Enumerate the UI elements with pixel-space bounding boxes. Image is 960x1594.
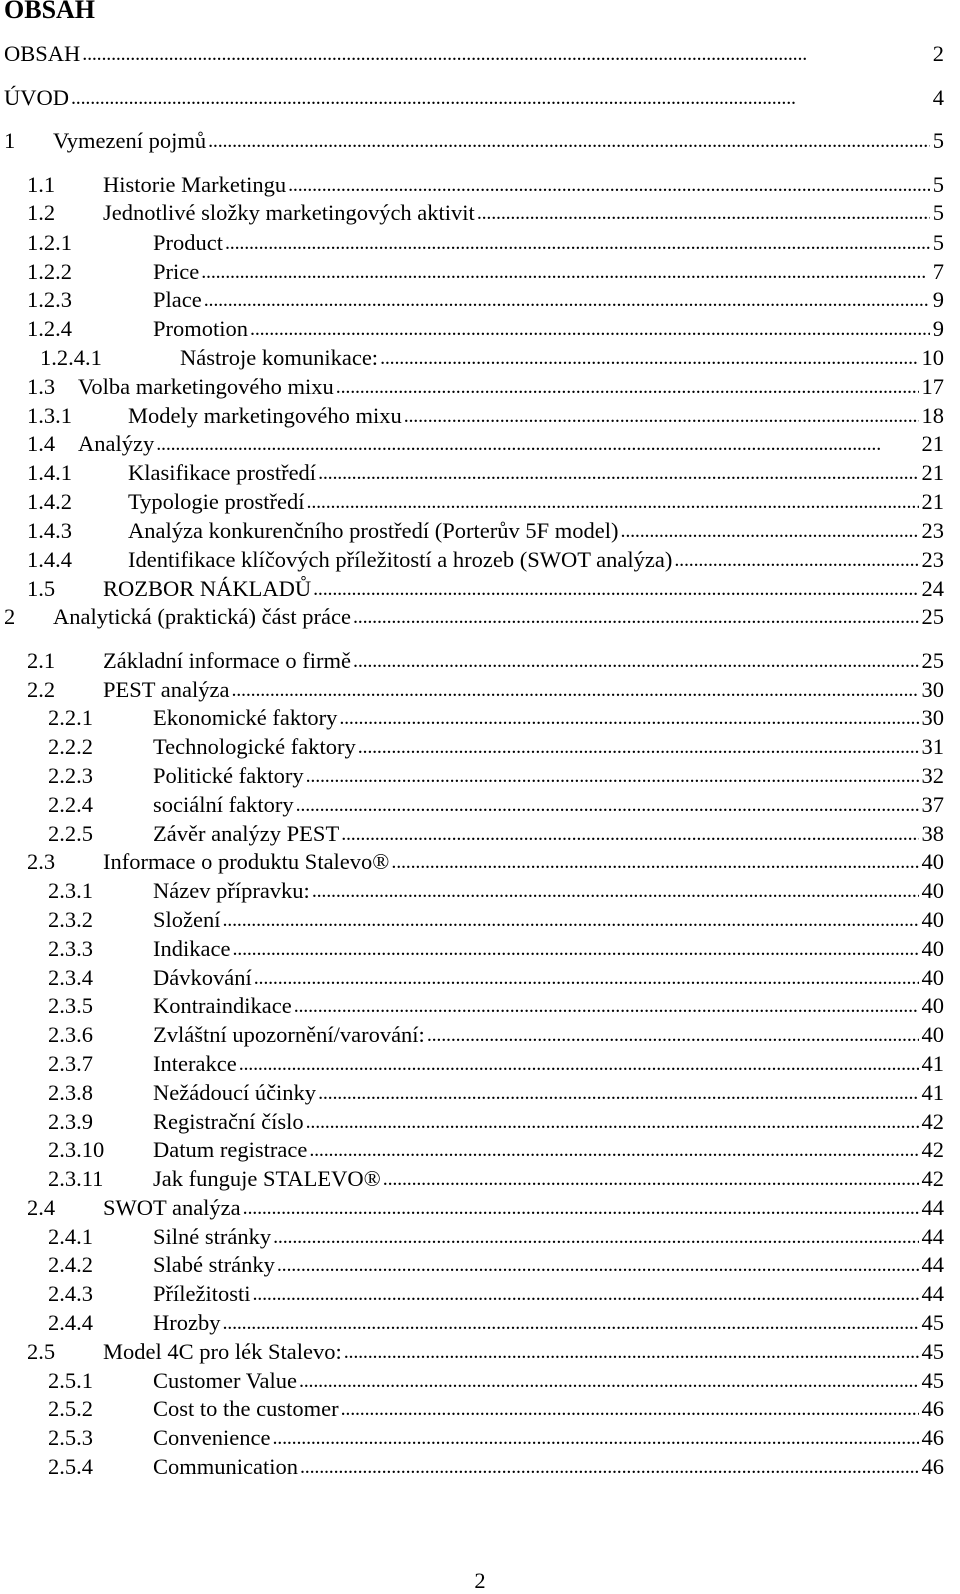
toc-entry-title: Cost to the customer [153, 1396, 339, 1421]
toc-entry-number: 2.4.3 [48, 1281, 93, 1306]
toc-entry-number: 2.3.6 [48, 1022, 93, 1047]
dot-leader [383, 1165, 919, 1193]
toc-entry-page: 10 [921, 345, 944, 370]
dot-leader [344, 1338, 919, 1366]
dot-leader [201, 258, 930, 286]
toc-entry-title: Příležitosti [153, 1281, 251, 1306]
dot-leader [208, 127, 930, 155]
dot-leader [250, 315, 930, 343]
toc-entry-page: 44 [921, 1252, 944, 1277]
toc-entry[interactable] [0, 906, 960, 934]
toc-entry[interactable] [0, 704, 960, 732]
dot-leader [299, 1367, 919, 1395]
toc-entry[interactable] [0, 459, 960, 487]
dot-leader [341, 820, 918, 848]
toc-entry-title: Model 4C pro lék Stalevo: [103, 1339, 342, 1364]
dot-leader [312, 877, 919, 905]
toc-entry-title: PEST analýza [103, 677, 230, 702]
toc-entry[interactable] [0, 199, 960, 227]
toc-entry-title: Modely marketingového mixu [128, 403, 402, 428]
toc-entry[interactable] [0, 373, 960, 401]
dot-leader [391, 848, 918, 876]
toc-entry-number: 1 [4, 128, 16, 153]
toc-entry-title: Informace o produktu Stalevo® [103, 849, 390, 874]
toc-entry[interactable] [0, 964, 960, 992]
toc-entry-title: Ekonomické faktory [153, 705, 338, 730]
toc-entry-title: Analytická (praktická) část práce [53, 604, 351, 629]
toc-entry[interactable] [0, 1367, 960, 1395]
toc-entry-number: 2.3.10 [48, 1137, 105, 1162]
dot-leader [82, 40, 929, 68]
toc-entry-number: 2.5.2 [48, 1396, 93, 1421]
toc-entry-page: 44 [921, 1281, 944, 1306]
dot-leader [225, 229, 930, 257]
dot-leader [272, 1424, 918, 1452]
toc-entry-number: 2.4 [27, 1195, 56, 1220]
toc-entry-page: 21 [921, 489, 944, 514]
toc-entry-page: 42 [921, 1109, 944, 1134]
dot-leader [277, 1251, 919, 1279]
toc-entry-title: Convenience [153, 1425, 271, 1450]
toc-entry-page: 23 [921, 518, 944, 543]
toc-entry-number: 1.1 [27, 172, 56, 197]
toc-entry[interactable] [0, 676, 960, 704]
dot-leader [353, 603, 919, 631]
toc-entry-number: 2.5.3 [48, 1425, 93, 1450]
toc-entry-page: 42 [921, 1166, 944, 1191]
toc-entry-page: 40 [921, 965, 944, 990]
toc-entry-title: Registrační číslo [153, 1109, 304, 1134]
toc-entry-page: 21 [921, 431, 944, 456]
dot-leader [336, 373, 919, 401]
toc-entry-number: 2.5.1 [48, 1368, 93, 1393]
toc-entry-title: ROZBOR NÁKLADŮ [103, 576, 312, 601]
toc-entry[interactable] [0, 546, 960, 574]
toc-entry-number: 1.2.4 [27, 316, 72, 341]
toc-entry-page: 46 [921, 1425, 944, 1450]
toc-entry-page: 40 [921, 878, 944, 903]
dot-leader [427, 1021, 919, 1049]
dot-leader [306, 1108, 919, 1136]
dot-leader [222, 1309, 918, 1337]
toc-entry-page: 5 [932, 128, 944, 153]
toc-entry-number: 2.2.2 [48, 734, 93, 759]
toc-entry[interactable] [0, 848, 960, 876]
dot-leader [156, 430, 918, 458]
toc-entry-page: 25 [921, 604, 944, 629]
toc-entry-number: 2.2 [27, 677, 56, 702]
toc-entry-number: 1.4.3 [27, 518, 72, 543]
toc-entry-page: 46 [921, 1396, 944, 1421]
toc-entry-page: 30 [921, 677, 944, 702]
toc-entry[interactable] [0, 1280, 960, 1308]
dot-leader [674, 546, 918, 574]
toc-entry-number: 1.2.1 [27, 230, 72, 255]
dot-leader [309, 1136, 918, 1164]
toc-entry[interactable] [0, 1424, 960, 1452]
dot-leader [621, 517, 919, 545]
page-number: 2 [474, 1568, 486, 1593]
toc-entry-page: 42 [921, 1137, 944, 1162]
toc-entry[interactable] [0, 647, 960, 675]
toc-entry-page: 31 [921, 734, 944, 759]
toc-entry[interactable] [0, 1309, 960, 1337]
toc-entry[interactable] [0, 1108, 960, 1136]
toc-entry-title: Communication [153, 1454, 298, 1479]
toc-entry-title: Dávkování [153, 965, 252, 990]
toc-entry-page: 25 [921, 648, 944, 673]
toc-entry-title: Politické faktory [153, 763, 304, 788]
dot-leader [71, 84, 930, 112]
toc-entry[interactable] [0, 402, 960, 430]
toc-entry-number: 2.3.1 [48, 878, 93, 903]
toc-entry-title: Technologické faktory [153, 734, 356, 759]
dot-leader [232, 935, 918, 963]
toc-entry-number: 2.3.11 [48, 1166, 104, 1191]
toc-entry[interactable] [0, 1395, 960, 1423]
toc-entry-title: Analýza konkurenčního prostředí (Porterův 5F model) [128, 518, 619, 543]
dot-leader [353, 647, 918, 675]
toc-entry-page: 45 [921, 1368, 944, 1393]
dot-leader [404, 402, 919, 430]
toc-entry-title: Place [153, 287, 202, 312]
toc-entry-page: 40 [921, 849, 944, 874]
toc-entry-page: 37 [921, 792, 944, 817]
toc-entry-page: 44 [921, 1195, 944, 1220]
toc-entry-page: 5 [932, 200, 944, 225]
toc-entry-title: Promotion [153, 316, 249, 341]
dot-leader [243, 1194, 919, 1222]
toc-entry-number: 2.5 [27, 1339, 56, 1364]
toc-entry-number: 1.3.1 [27, 403, 72, 428]
toc-entry[interactable] [0, 171, 960, 199]
toc-entry-number: 1.2.3 [27, 287, 72, 312]
toc-entry-page: 4 [932, 85, 944, 110]
toc-entry[interactable] [0, 127, 960, 155]
toc-entry-page: 9 [932, 316, 944, 341]
toc-entry-number: 2.3 [27, 849, 56, 874]
toc-entry-title: Vymezení pojmů [53, 128, 207, 153]
toc-entry-title: Typologie prostředí [128, 489, 305, 514]
dot-leader [477, 199, 930, 227]
toc-entry-number: 2.2.4 [48, 792, 93, 817]
toc-entry-number: 2.3.9 [48, 1109, 93, 1134]
toc-entry-number: 1.2.2 [27, 259, 72, 284]
toc-entry-title: Historie Marketingu [103, 172, 287, 197]
toc-entry-title: Identifikace klíčových příležitostí a hrozeb (SWOT analýza) [128, 547, 673, 572]
toc-entry[interactable] [0, 315, 960, 343]
toc-entry[interactable] [0, 992, 960, 1020]
toc-entry-title: Indikace [153, 936, 231, 961]
toc-entry-number: 2.3.5 [48, 993, 93, 1018]
toc-entry[interactable] [0, 430, 960, 458]
toc-entry-title: SWOT analýza [103, 1195, 241, 1220]
toc-entry-number: 1.4 [27, 431, 56, 456]
toc-entry-title: Jednotlivé složky marketingových aktivit [103, 200, 475, 225]
toc-entry-number: 1.4.4 [27, 547, 72, 572]
toc-entry[interactable] [0, 258, 960, 286]
dot-leader [307, 488, 919, 516]
toc-entry-number: 2.5.4 [48, 1454, 93, 1479]
toc-entry-page: 5 [932, 172, 944, 197]
dot-leader [300, 1453, 919, 1481]
toc-entry[interactable] [0, 1050, 960, 1078]
toc-entry-page: 45 [921, 1339, 944, 1364]
toc-entry[interactable] [0, 1021, 960, 1049]
toc-entry-title: Zvláštní upozornění/varování: [153, 1022, 425, 1047]
dot-leader [253, 1280, 919, 1308]
toc-entry[interactable] [0, 603, 960, 631]
toc-entry-page: 38 [921, 821, 944, 846]
toc-entry-title: Analýzy [78, 431, 155, 456]
toc-entry-number: 2.3.7 [48, 1051, 93, 1076]
toc-entry-page: 45 [921, 1310, 944, 1335]
toc-entry-title: Základní informace o firmě [103, 648, 352, 673]
toc-entry-title: OBSAH [4, 41, 81, 66]
toc-entry-page: 17 [921, 374, 944, 399]
dot-leader [341, 1395, 919, 1423]
toc-entry-number: 2.4.2 [48, 1252, 93, 1277]
toc-entry[interactable] [0, 1194, 960, 1222]
dot-leader [318, 459, 918, 487]
toc-entry[interactable] [0, 1079, 960, 1107]
toc-entry-page: 40 [921, 993, 944, 1018]
dot-leader [231, 676, 918, 704]
toc-entry-page: 44 [921, 1224, 944, 1249]
toc-entry[interactable] [0, 762, 960, 790]
dot-leader [313, 575, 918, 603]
toc-entry-title: Volba marketingového mixu [78, 374, 334, 399]
toc-entry[interactable] [0, 1223, 960, 1251]
dot-leader [294, 992, 919, 1020]
toc-entry-title: Silné stránky [153, 1224, 272, 1249]
toc-entry[interactable] [0, 733, 960, 761]
toc-entry-page: 7 [932, 259, 944, 284]
toc-entry-title: Závěr analýzy PEST [153, 821, 340, 846]
toc-entry-page: 46 [921, 1454, 944, 1479]
toc-entry-page: 40 [921, 907, 944, 932]
toc-entry[interactable] [0, 517, 960, 545]
toc-entry-number: 1.4.1 [27, 460, 72, 485]
toc-entry-title: Hrozby [153, 1310, 221, 1335]
toc-entry-title: Nástroje komunikace: [180, 345, 379, 370]
toc-entry-number: 2.2.3 [48, 763, 93, 788]
toc-entry[interactable] [0, 1165, 960, 1193]
toc-entry-page: 23 [921, 547, 944, 572]
toc-entry-number: 2.3.2 [48, 907, 93, 932]
toc-entry-title: Interakce [153, 1051, 237, 1076]
toc-entry[interactable] [0, 286, 960, 314]
toc-entry[interactable] [0, 40, 960, 68]
toc-entry-number: 2.2.1 [48, 705, 93, 730]
toc-entry-number: 2.1 [27, 648, 56, 673]
toc-entry[interactable] [0, 935, 960, 963]
toc-entry-page: 41 [921, 1051, 944, 1076]
toc-entry-title: Složení [153, 907, 221, 932]
toc-entry-title: Product [153, 230, 223, 255]
toc-entry-number: 2.3.8 [48, 1080, 93, 1105]
toc-entry[interactable] [0, 344, 960, 372]
dot-leader [296, 791, 919, 819]
toc-entry-title: Jak funguje STALEVO® [153, 1166, 381, 1191]
toc-entry-number: 2.3.3 [48, 936, 93, 961]
dot-leader [273, 1223, 918, 1251]
dot-leader [358, 733, 919, 761]
toc-entry[interactable] [0, 1251, 960, 1279]
toc-entry-title: sociální faktory [153, 792, 294, 817]
toc-entry-number: 2 [4, 604, 16, 629]
toc-entry[interactable] [0, 1136, 960, 1164]
toc-entry-number: 2.2.5 [48, 821, 93, 846]
toc-entry-page: 32 [921, 763, 944, 788]
dot-leader [318, 1079, 918, 1107]
toc-entry-title: Slabé stránky [153, 1252, 275, 1277]
toc-entry-title: Price [153, 259, 200, 284]
toc-entry-page: 24 [921, 576, 944, 601]
toc-entry-page: 2 [932, 41, 944, 66]
toc-entry-page: 5 [932, 230, 944, 255]
toc-entry[interactable] [0, 84, 960, 112]
toc-entry-page: 9 [932, 287, 944, 312]
toc-entry-number: 1.2.4.1 [40, 345, 102, 370]
page-title: OBSAH [4, 0, 96, 24]
toc-entry-page: 41 [921, 1080, 944, 1105]
toc-entry-number: 1.2 [27, 200, 56, 225]
toc-entry-page: 18 [921, 403, 944, 428]
toc-entry-number: 2.4.4 [48, 1310, 93, 1335]
toc-entry[interactable] [0, 575, 960, 603]
toc-entry[interactable] [0, 791, 960, 819]
dot-leader [380, 344, 918, 372]
toc-entry-title: Datum registrace [153, 1137, 308, 1162]
dot-leader [306, 762, 919, 790]
toc-entry-title: Klasifikace prostředí [128, 460, 317, 485]
dot-leader [288, 171, 930, 199]
toc-entry[interactable] [0, 229, 960, 257]
toc-entry-page: 30 [921, 705, 944, 730]
toc-entry-number: 1.4.2 [27, 489, 72, 514]
toc-entry-title: ÚVOD [4, 85, 69, 110]
toc-entry-number: 2.3.4 [48, 965, 93, 990]
dot-leader [223, 906, 919, 934]
toc-entry-page: 40 [921, 1022, 944, 1047]
dot-leader [254, 964, 919, 992]
toc-entry[interactable] [0, 488, 960, 516]
toc-entry-number: 1.3 [27, 374, 56, 399]
toc-entry[interactable] [0, 1453, 960, 1481]
toc-entry[interactable] [0, 1338, 960, 1366]
toc-entry-page: 21 [921, 460, 944, 485]
dot-leader [339, 704, 918, 732]
toc-entry[interactable] [0, 820, 960, 848]
dot-leader [239, 1050, 919, 1078]
toc-entry-number: 1.5 [27, 576, 56, 601]
toc-entry-title: Nežádoucí účinky [153, 1080, 317, 1105]
toc-entry-title: Název přípravku: [153, 878, 310, 903]
toc-entry-number: 2.4.1 [48, 1224, 93, 1249]
toc-entry-title: Kontraindikace [153, 993, 292, 1018]
dot-leader [204, 286, 930, 314]
toc-entry-page: 40 [921, 936, 944, 961]
toc-entry-title: Customer Value [153, 1368, 297, 1393]
toc-entry[interactable] [0, 877, 960, 905]
